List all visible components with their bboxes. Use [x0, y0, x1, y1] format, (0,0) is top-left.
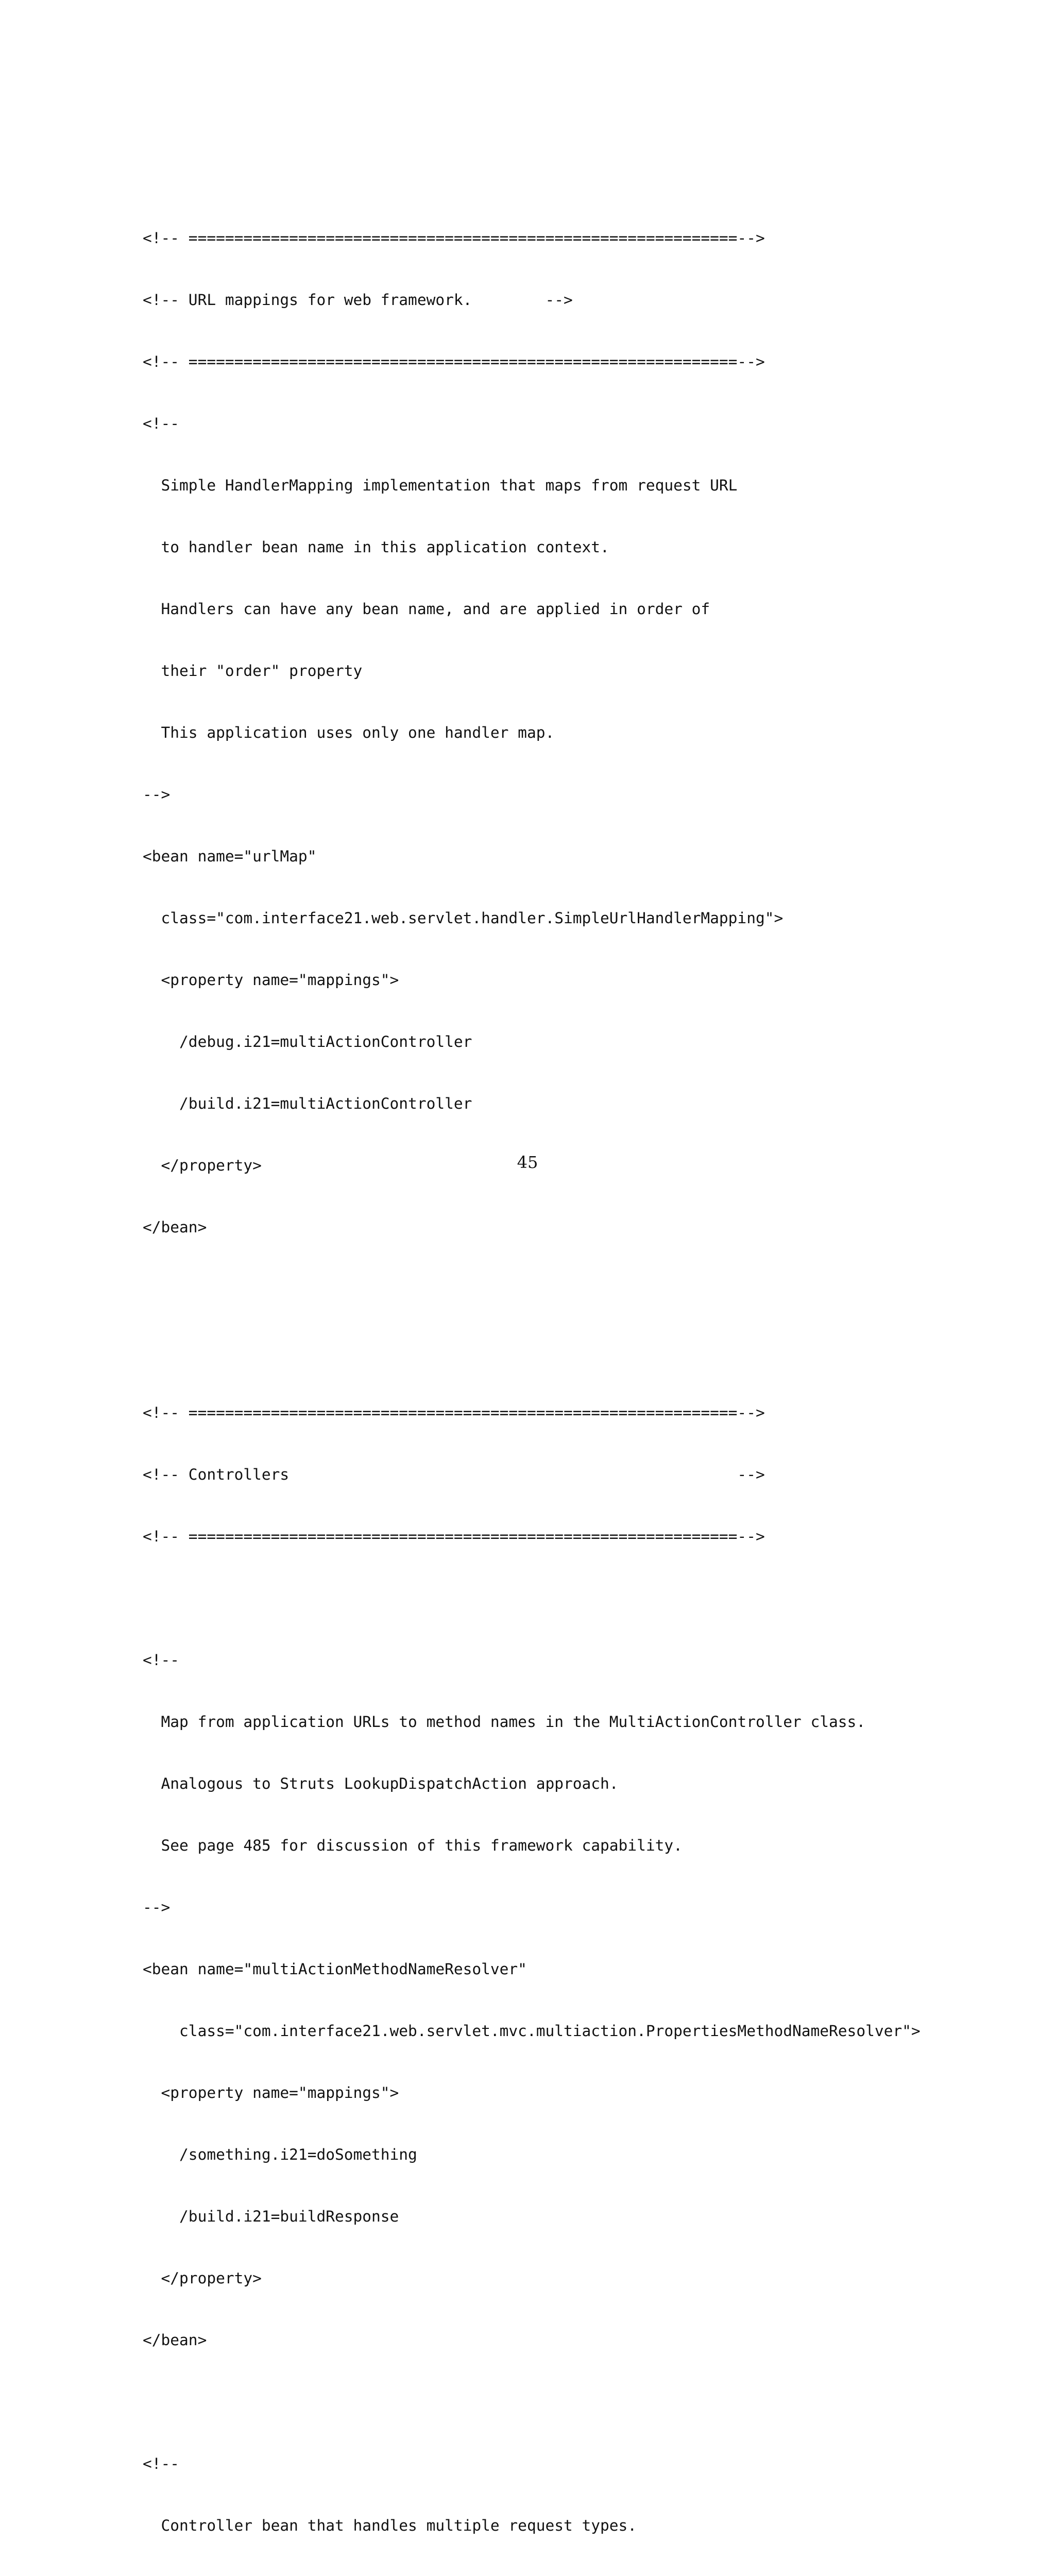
code-line: <!-- ============================================================-->: [143, 353, 765, 370]
code-line: <property name="mappings">: [143, 971, 399, 989]
code-line: class="com.interface21.web.servlet.handler.SimpleUrlHandlerMapping">: [143, 909, 784, 927]
code-line: <!--: [143, 1651, 180, 1669]
code-line: <!--: [143, 2455, 180, 2472]
code-line: Handlers can have any bean name, and are applied in order of: [143, 600, 710, 618]
code-line: </property>: [143, 1157, 262, 1174]
code-line: Analogous to Struts LookupDispatchAction approach.: [143, 1775, 619, 1792]
code-line: </bean>: [143, 2331, 207, 2349]
code-line: [143, 1588, 921, 1608]
code-line: <!-- ============================================================-->: [143, 229, 765, 247]
code-line: Simple HandlerMapping implementation that maps from request URL: [143, 477, 738, 494]
code-listing: [143, 187, 921, 2576]
code-line: <bean name="urlMap": [143, 848, 317, 865]
code-line: <!-- Controllers -->: [143, 1466, 765, 1483]
page-number: 45: [517, 1153, 538, 1172]
code-line: -->: [143, 786, 171, 803]
code-line: <!-- ============================================================-->: [143, 1528, 765, 1545]
code-line: /something.i21=doSomething: [143, 2146, 417, 2163]
code-line: <!--: [143, 415, 180, 432]
code-line: </property>: [143, 2269, 262, 2287]
code-line: <property name="mappings">: [143, 2084, 399, 2102]
code-line: [143, 2392, 921, 2412]
code-line: [143, 1341, 921, 1361]
code-line: This application uses only one handler map.: [143, 724, 555, 741]
code-line: their "order" property: [143, 662, 363, 680]
code-line: class="com.interface21.web.servlet.mvc.multiaction.PropertiesMethodNameResolver">: [143, 2022, 921, 2040]
code-line: /build.i21=buildResponse: [143, 2208, 399, 2225]
code-line: See page 485 for discussion of this framework capability.: [143, 1837, 683, 1854]
code-line: Map from application URLs to method names in the MultiActionController class.: [143, 1713, 866, 1731]
code-line: <!-- URL mappings for web framework. -->: [143, 291, 573, 309]
code-line: -->: [143, 1899, 171, 1916]
code-line: [143, 1279, 921, 1299]
code-line: <bean name="multiActionMethodNameResolver": [143, 1960, 527, 1978]
code-line: /build.i21=multiActionController: [143, 1095, 472, 1112]
code-line: </bean>: [143, 1218, 207, 1236]
code-line: to handler bean name in this application context.: [143, 538, 609, 556]
code-line: <!-- ============================================================-->: [143, 1404, 765, 1421]
code-line: /debug.i21=multiActionController: [143, 1033, 472, 1050]
code-line: Controller bean that handles multiple request types.: [143, 2517, 637, 2534]
